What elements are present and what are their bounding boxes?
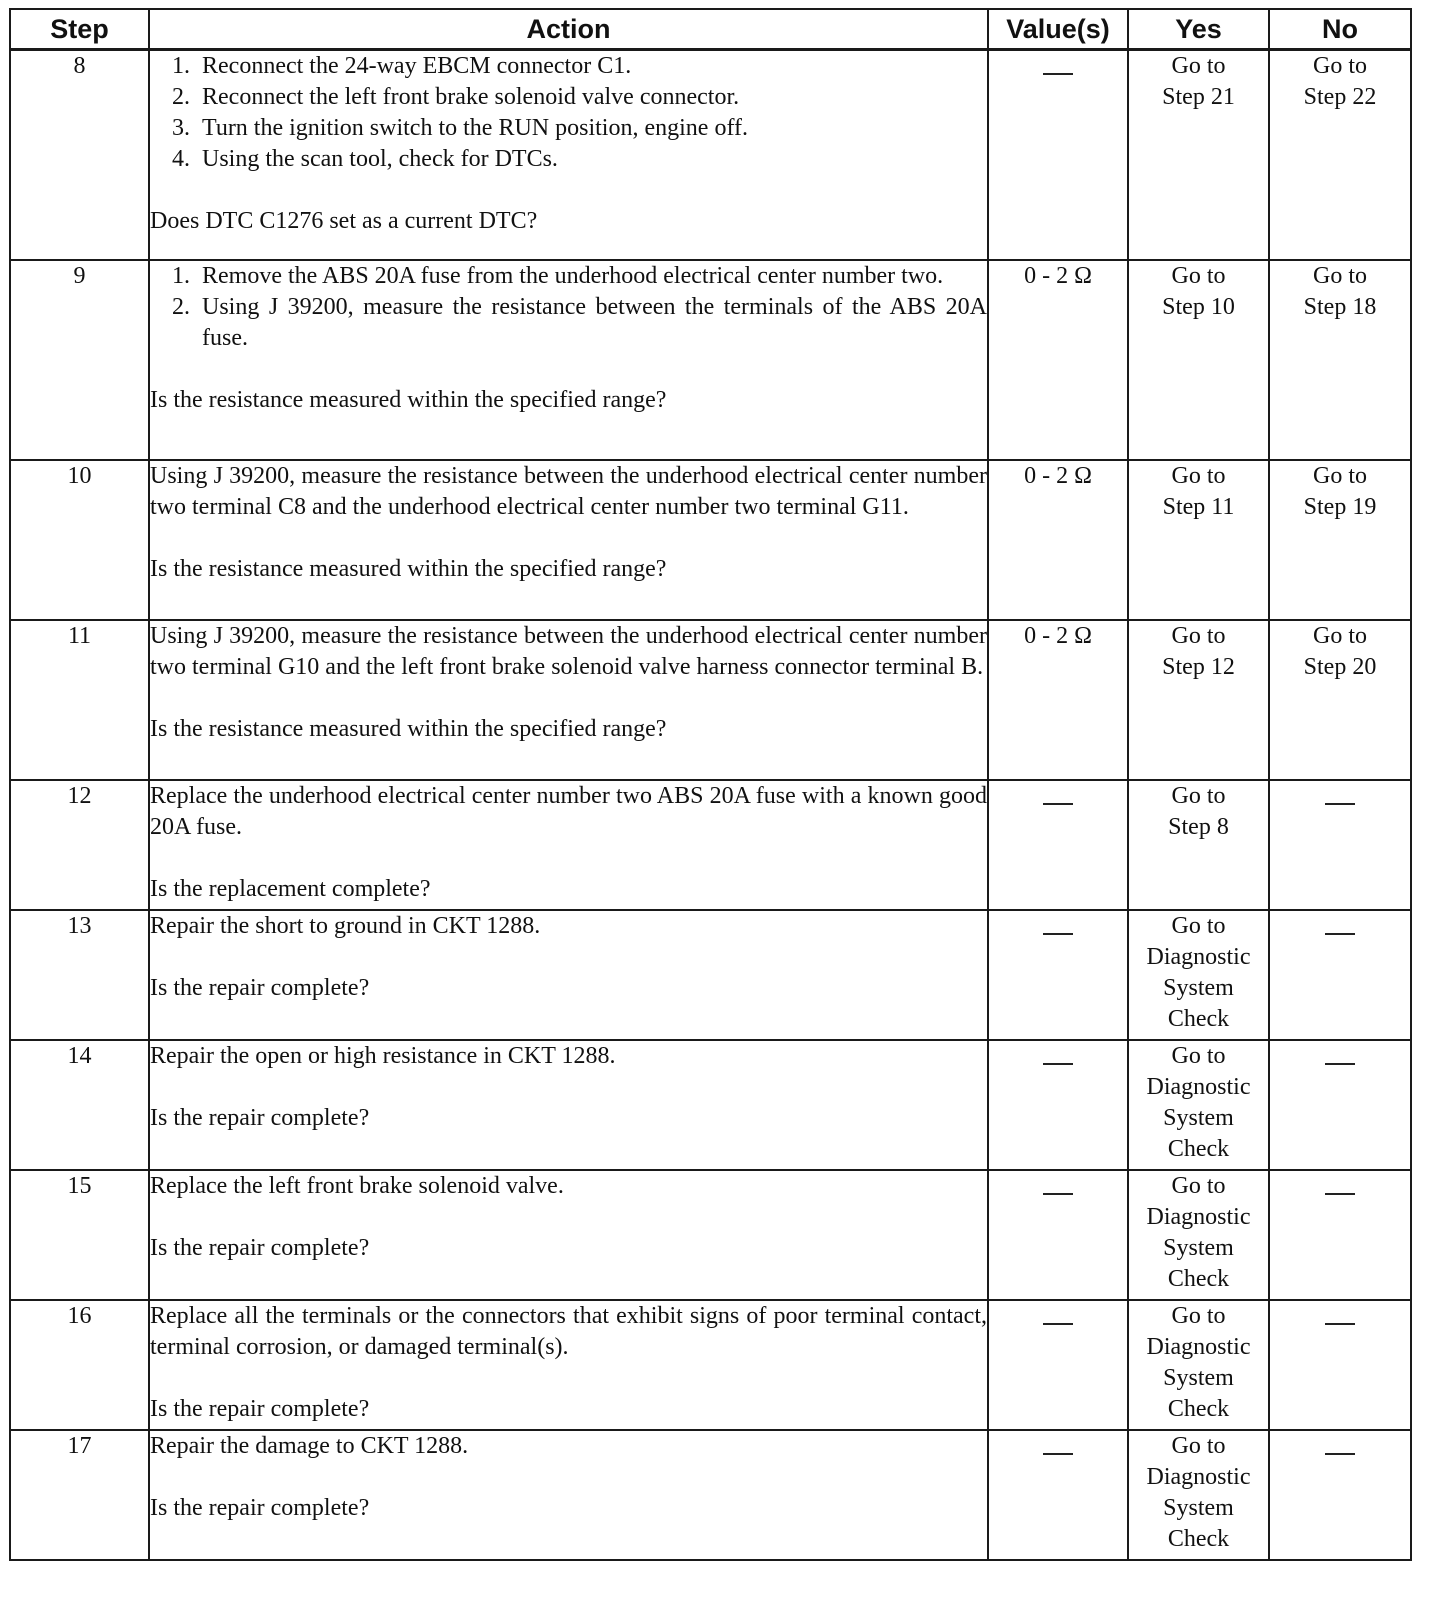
value-cell [988, 1170, 1128, 1300]
table-row [10, 1300, 1411, 1430]
diagnostic-table [9, 8, 1412, 1561]
header-step: Step [10, 9, 149, 50]
value-cell [988, 910, 1128, 1040]
action-question: Is the resistance measured within the specified range? [150, 386, 667, 413]
cell-line: Go to [1313, 53, 1367, 79]
substep-text: Reconnect the left front brake solenoid valve connector. [202, 84, 740, 110]
cell-line: Go to [1171, 1172, 1226, 1199]
table-row [10, 780, 1411, 910]
yes-cell [1128, 910, 1269, 1040]
value-cell [988, 1430, 1128, 1560]
action-question: Is the repair complete? [150, 1234, 370, 1261]
step-number: 12 [10, 780, 149, 910]
step-number: 14 [10, 1040, 149, 1170]
cell-line: Step 19 [1303, 493, 1377, 520]
cell-line: Check [1167, 1265, 1230, 1292]
action-text: Repair the open or high resistance in CKT 1288. [150, 1042, 616, 1069]
dash-mark [1325, 803, 1355, 805]
cell-line: 0 - 2 Ω [1024, 622, 1092, 649]
cell-line: Diagnostic [1146, 1073, 1251, 1100]
step-number: 17 [10, 1430, 149, 1560]
action-cell [149, 910, 988, 1040]
cell-line: System [1163, 1234, 1234, 1261]
yes-cell [1128, 1300, 1269, 1430]
dash-mark [1043, 73, 1073, 75]
no-cell [1269, 1040, 1411, 1170]
header-values: Value(s) [988, 9, 1128, 50]
step-number: 11 [10, 620, 149, 780]
substep-number: 4. [172, 146, 190, 172]
cell-line: Step 18 [1303, 293, 1377, 320]
yes-cell [1128, 1430, 1269, 1560]
cell-line: Go to [1171, 782, 1226, 809]
substep-text: Using J 39200, measure the resistance between the terminals of the ABS 20A fuse. [202, 293, 987, 351]
action-question: Is the replacement complete? [150, 875, 431, 902]
value-cell [988, 50, 1128, 260]
cell-line: System [1163, 1364, 1234, 1391]
cell-line: System [1163, 1494, 1234, 1521]
cell-line: Step 12 [1162, 653, 1235, 680]
header-no: No [1269, 9, 1411, 50]
action-question: Does DTC C1276 set as a current DTC? [150, 208, 538, 234]
table-row [10, 50, 1411, 260]
table-row [10, 1170, 1411, 1300]
action-text: Using J 39200, measure the resistance between the underhood electrical center number two terminal G10 and the left front brake solenoid valve harness connector terminal B. [150, 622, 987, 680]
substep-text: Using the scan tool, check for DTCs. [202, 146, 558, 172]
header-yes: Yes [1128, 9, 1269, 50]
no-cell [1269, 780, 1411, 910]
no-cell [1269, 1170, 1411, 1300]
cell-line: Go to [1171, 912, 1226, 939]
substep-item [150, 113, 987, 144]
yes-cell [1128, 260, 1269, 460]
action-text: Replace the underhood electrical center number two ABS 20A fuse with a known good 20A fuse. [150, 782, 987, 840]
value-cell [988, 780, 1128, 910]
action-question: Is the repair complete? [150, 1395, 370, 1422]
cell-line: Step 20 [1303, 653, 1377, 680]
cell-line: Check [1167, 1135, 1230, 1162]
no-cell [1269, 1300, 1411, 1430]
dash-mark [1325, 1453, 1355, 1455]
dash-mark [1043, 803, 1073, 805]
action-question: Is the repair complete? [150, 974, 370, 1001]
value-cell [988, 460, 1128, 620]
cell-line: Check [1167, 1525, 1230, 1552]
value-cell [988, 260, 1128, 460]
cell-line: Go to [1171, 1042, 1226, 1069]
yes-cell [1128, 620, 1269, 780]
cell-line: Check [1167, 1395, 1230, 1422]
action-cell [149, 1300, 988, 1430]
step-number: 15 [10, 1170, 149, 1300]
yes-cell [1128, 50, 1269, 260]
cell-line: Go to [1171, 1432, 1226, 1459]
cell-line: 0 - 2 Ω [1024, 262, 1092, 289]
cell-line: Diagnostic [1146, 1333, 1251, 1360]
table-row [10, 620, 1411, 780]
step-number: 9 [10, 260, 149, 460]
action-cell [149, 620, 988, 780]
value-cell [988, 620, 1128, 780]
action-text: Repair the damage to CKT 1288. [150, 1432, 469, 1459]
cell-line: Go to [1313, 262, 1367, 289]
dash-mark [1325, 1323, 1355, 1325]
yes-cell [1128, 460, 1269, 620]
action-question: Is the resistance measured within the specified range? [150, 715, 667, 742]
dash-mark [1325, 1193, 1355, 1195]
dash-mark [1325, 1063, 1355, 1065]
cell-line: System [1163, 974, 1234, 1001]
cell-line: Diagnostic [1146, 1463, 1251, 1490]
cell-line: Go to [1171, 462, 1226, 489]
cell-line: System [1163, 1104, 1234, 1131]
substep-item [150, 82, 987, 113]
cell-line: Step 11 [1162, 493, 1235, 520]
cell-line: Go to [1313, 622, 1367, 649]
substep-item [150, 144, 987, 175]
action-cell [149, 1430, 988, 1560]
substep-text: Remove the ABS 20A fuse from the underhood electrical center number two. [202, 262, 944, 289]
yes-cell [1128, 1170, 1269, 1300]
no-cell [1269, 620, 1411, 780]
dash-mark [1043, 933, 1073, 935]
action-cell [149, 1040, 988, 1170]
dash-mark [1325, 933, 1355, 935]
cell-line: Diagnostic [1146, 943, 1251, 970]
yes-cell [1128, 780, 1269, 910]
dash-mark [1043, 1453, 1073, 1455]
substep-item [150, 261, 987, 292]
cell-line: Step 10 [1162, 293, 1235, 320]
cell-line: Go to [1171, 53, 1226, 79]
value-cell [988, 1300, 1128, 1430]
cell-line: Diagnostic [1146, 1203, 1251, 1230]
no-cell [1269, 460, 1411, 620]
table-row [10, 1430, 1411, 1560]
no-cell [1269, 260, 1411, 460]
step-number: 8 [10, 50, 149, 260]
no-cell [1269, 910, 1411, 1040]
table-row [10, 460, 1411, 620]
cell-line: Go to [1171, 1302, 1226, 1329]
substep-number: 1. [172, 53, 190, 79]
action-cell [149, 780, 988, 910]
action-text: Repair the short to ground in CKT 1288. [150, 912, 541, 939]
step-number: 16 [10, 1300, 149, 1430]
substep-number: 1. [172, 262, 190, 289]
step-number: 13 [10, 910, 149, 1040]
cell-line: Step 21 [1162, 84, 1235, 110]
step-number: 10 [10, 460, 149, 620]
yes-cell [1128, 1040, 1269, 1170]
cell-line: Step 22 [1303, 84, 1377, 110]
action-cell [149, 260, 988, 460]
no-cell [1269, 1430, 1411, 1560]
no-cell [1269, 50, 1411, 260]
substep-number: 2. [172, 84, 190, 110]
action-cell [149, 50, 988, 260]
action-text: Using J 39200, measure the resistance between the underhood electrical center number two terminal C8 and the underhood electrical center number two terminal G11. [150, 462, 987, 520]
substep-text: Reconnect the 24-way EBCM connector C1. [202, 53, 632, 79]
dash-mark [1043, 1193, 1073, 1195]
table-row [10, 260, 1411, 460]
cell-line: Check [1167, 1005, 1230, 1032]
substep-number: 3. [172, 115, 190, 141]
cell-line: 0 - 2 Ω [1024, 462, 1092, 489]
action-cell [149, 460, 988, 620]
action-cell [149, 1170, 988, 1300]
header-row [10, 9, 1411, 50]
action-text: Replace all the terminals or the connectors that exhibit signs of poor terminal contact, terminal corrosion, or damaged terminal(s). [150, 1302, 987, 1360]
dash-mark [1043, 1063, 1073, 1065]
cell-line: Go to [1171, 622, 1226, 649]
substep-number: 2. [172, 293, 190, 320]
cell-line: Go to [1313, 462, 1367, 489]
substep-item [150, 51, 987, 82]
substep-item [150, 292, 987, 354]
action-text: Replace the left front brake solenoid valve. [150, 1172, 564, 1199]
cell-line: Step 8 [1168, 813, 1229, 840]
value-cell [988, 1040, 1128, 1170]
table-row [10, 1040, 1411, 1170]
action-question: Is the repair complete? [150, 1494, 370, 1521]
table-row [10, 910, 1411, 1040]
substep-text: Turn the ignition switch to the RUN position, engine off. [202, 115, 748, 141]
action-question: Is the resistance measured within the specified range? [150, 555, 667, 582]
cell-line: Go to [1171, 262, 1226, 289]
header-action: Action [149, 9, 988, 50]
dash-mark [1043, 1323, 1073, 1325]
action-question: Is the repair complete? [150, 1104, 370, 1131]
